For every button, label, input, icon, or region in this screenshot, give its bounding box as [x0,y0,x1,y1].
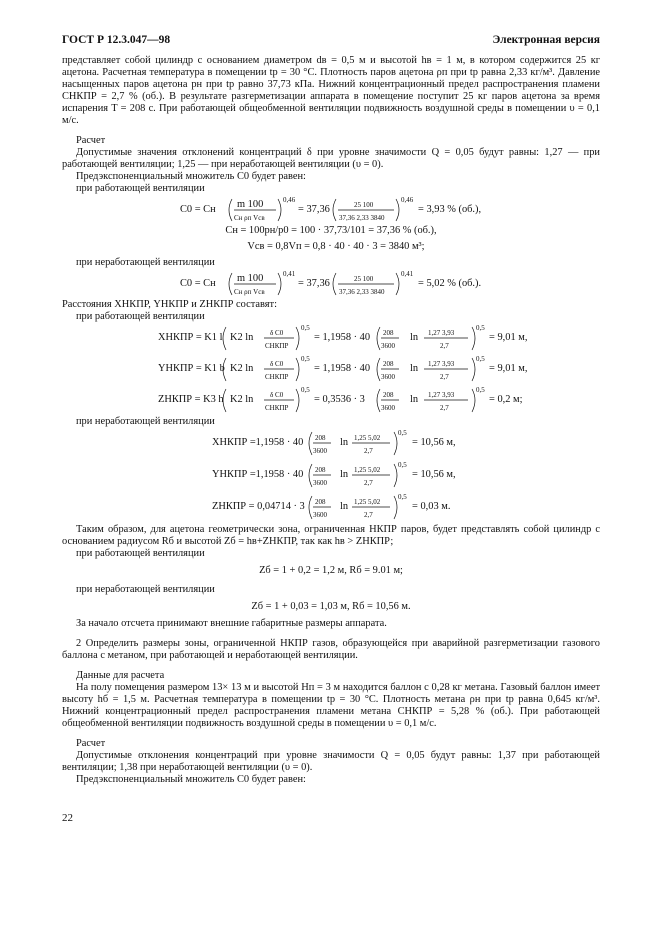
gz-exp: 0,5 [398,493,407,501]
f4-exp2: 0,41 [401,270,414,278]
formula-x-nonworking [62,428,600,460]
paragraph-distances: Расстояния XНКПР, YНКПР и ZНКПР составят: [62,299,277,310]
fz-num: δ C0 [270,391,284,399]
heading-raschet: Расчет [76,135,106,146]
label-working-vent-3: при работающей вентиляции [76,548,205,559]
f1-exp: 0,46 [283,196,296,204]
gx-fd: 3600 [313,447,327,455]
label-nonworking-vent: при неработающей вентиляции [76,257,215,268]
gy-ln: ln [340,469,349,480]
f4-num: m 100 [237,273,264,284]
gx-exp: 0,5 [398,429,407,437]
label-working-vent: при работающей вентиляции [76,183,205,194]
gz-fd: 3600 [313,511,327,519]
gy-exp: 0,5 [398,461,407,469]
gy-fd: 3600 [313,479,327,487]
f1-exp2: 0,46 [401,196,414,204]
paragraph-deviations-2: Допустимые отклонения концентраций при уровне значимости Q = 0,05 будут равны: 1,37 при работающей вентиляции; 1,38 при неработающей вентиляции (υ = 0). [62,750,600,773]
f1-den: Cн ρп Vсв [234,214,265,222]
heading-raschet-2: Расчет [76,738,106,749]
fx-exp2: 0,5 [476,324,485,332]
paragraph-origin: За начало отсчета принимают внешние габаритные размеры аппарата. [76,618,387,629]
fx-num2: 1,27 3,93 [428,329,455,337]
header-version: Электронная версия [492,34,600,46]
fz-num2: 1,27 3,93 [428,391,455,399]
f4-lhs: C0 = Cн [180,278,216,289]
gz-lhs: ZНКПР = 0,04714 · 3 [212,501,305,512]
fy-exp2: 0,5 [476,355,485,363]
f4-num2: 25 100 [354,275,374,283]
formula-vsv: Vсв = 0,8Vп = 0,8 · 40 · 40 · 3 = 3840 м³; [247,241,425,252]
paragraph-task-2: 2 Определить размеры зоны, ограниченной НКПР газов, образующейся при аварийной разгерметизации газового баллона с метаном, при работающей и неработающей вентиляции. [62,638,600,661]
fy-fd: 3600 [381,373,395,381]
fy-exp: 0,5 [301,355,310,363]
fx-fn: 208 [383,329,394,337]
formula-zb-working: Zб = 1 + 0,2 = 1,2 м, Rб = 9.01 м; [259,565,403,576]
gy-res: = 10,56 м, [412,469,456,480]
gz-den2: 2,7 [364,511,373,519]
formula-z-nonworking [62,492,600,524]
fz-k: K2 ln [230,394,254,405]
gy-den2: 2,7 [364,479,373,487]
page-number: 22 [62,812,73,824]
gz-fn: 208 [315,498,326,506]
gx-res: = 10,56 м, [412,437,456,448]
gy-fn: 208 [315,466,326,474]
paragraph-methane-data: На полу помещения размером 13× 13 м и высотой Hп = 3 м находится баллон с 0,28 кг метана. Газовый баллон имеет высоту hб = 1,5 м. Расчетная температура в помещении tр = 30 °С. Плотность метана ρн при tр равна 0,645 кг/м³. Нижний концентрационный предел распространения пламени метана CНКПР = 5,28 % (об.). При работающей общеобменной вентиляции подвижность воздушной среды в помещении υ = 0,1 м/с. [62,682,600,729]
f4-den: Cн ρп Vсв [234,288,265,296]
fy-ln: ln [410,363,419,374]
paragraph-prefactor-2: Предэкспоненциальный множитель C0 будет равен: [76,774,306,785]
fy-den2: 2,7 [440,373,449,381]
fx-mid: = 1,1958 · 40 [314,332,371,343]
fz-lhs: ZНКПР = K3 h [158,394,224,405]
paragraph-intro: представляет собой цилиндр с основанием диаметром dв = 0,5 м и высотой hв = 1 м, в котором содержится 25 кг ацетона. Расчетная температура в помещении tр = 30 °С. Плотность паров ацетона ρп при tр равна 2,33 кг/м³. Давление насыщенных паров ацетона pн при tр равно 37,73 кПа. Нижний концентрационный предел распространения пламени CНКПР = 2,7 % (об.). В результате разгерметизации аппарата в помещение поступит 25 кг паров ацетона за время испарения T = 208 с. При работающей общеобменной вентиляции подвижность воздушной среды в помещении υ = 0,1 м/с. [62,55,600,126]
fx-den: CНКПР [265,342,289,350]
label-working-vent-2: при работающей вентиляции [76,311,205,322]
f4-den2: 37,36 2,33 3840 [339,288,385,296]
fz-den: CНКПР [265,404,289,412]
gy-lhs: YНКПР =1,1958 · 40 [212,469,304,480]
header-standard: ГОСТ Р 12.3.047—98 [62,34,171,46]
f4-exp: 0,41 [283,270,296,278]
gx-ln: ln [340,437,349,448]
label-nonworking-vent-2: при неработающей вентиляции [76,416,215,427]
formula-cn: Cн = 100pн/p0 = 100 · 37,73/101 = 37,36 % (об.), [225,225,437,236]
gz-res: = 0,03 м. [412,501,451,512]
fy-num: δ C0 [270,360,284,368]
fy-k: K2 ln [230,363,254,374]
formula-y-nonworking [62,460,600,492]
fz-exp2: 0,5 [476,386,485,394]
gx-num2: 1,25 5,02 [354,434,381,442]
formula-y-working [62,354,600,385]
fz-fn: 208 [383,391,394,399]
formula-c0-working [62,195,600,225]
heading-data: Данные для расчета [76,670,165,681]
fy-fn: 208 [383,360,394,368]
f1-num2: 25 100 [354,201,374,209]
fz-exp: 0,5 [301,386,310,394]
formula-x-working [62,323,600,354]
paragraph-zone-shape: Таким образом, для ацетона геометрически зона, ограниченная НКПР паров, будет представлять собой цилиндр с основанием радиусом Rб и высотой Zб = hв+ZНКПР, так как hв > ZНКПР; [62,524,600,547]
f1-mid: = 37,36 [298,204,330,215]
fx-ln: ln [410,332,419,343]
fy-mid: = 1,1958 · 40 [314,363,371,374]
paragraph-prefactor: Предэкспоненциальный множитель C0 будет равен: [76,171,306,182]
f1-num: m 100 [237,199,264,210]
fx-k: K2 ln [230,332,254,343]
gx-lhs: XНКПР =1,1958 · 40 [212,437,304,448]
paragraph-deviations: Допустимые значения отклонений концентраций δ при уровне значимости Q = 0,05 будут равны: 1,27 — при работающей вентиляции; 1,25 — при неработающей вентиляции (υ = 0). [62,147,600,170]
f4-res: = 5,02 % (об.). [418,278,482,289]
f1-res: = 3,93 % (об.), [418,204,482,215]
fy-lhs: YНКПР = K1 b [158,363,225,374]
page-header [62,34,600,46]
gz-num2: 1,25 5,02 [354,498,381,506]
formula-z-working [62,385,600,416]
document-page [62,34,600,786]
f1-den2: 37,36 2,33 3840 [339,214,385,222]
fz-mid: = 0,3536 · 3 [314,394,365,405]
fy-den: CНКПР [265,373,289,381]
fy-res: = 9,01 м, [489,363,528,374]
fy-num2: 1,27 3,93 [428,360,455,368]
gz-ln: ln [340,501,349,512]
gx-fn: 208 [315,434,326,442]
fx-num: δ C0 [270,329,284,337]
gx-den2: 2,7 [364,447,373,455]
fx-fd: 3600 [381,342,395,350]
fx-res: = 9,01 м, [489,332,528,343]
f4-mid: = 37,36 [298,278,330,289]
fz-ln: ln [410,394,419,405]
gy-num2: 1,25 5,02 [354,466,381,474]
label-nonworking-vent-3: при неработающей вентиляции [76,584,215,595]
fx-lhs: XНКПР = K1 l [158,332,223,343]
formula-c0-nonworking [62,269,600,299]
fx-exp: 0,5 [301,324,310,332]
f1-lhs: C0 = Cн [180,204,216,215]
fz-res: = 0,2 м; [489,394,523,405]
fx-den2: 2,7 [440,342,449,350]
formula-zb-nonworking: Zб = 1 + 0,03 = 1,03 м, Rб = 10,56 м. [251,601,411,612]
fz-fd: 3600 [381,404,395,412]
fz-den2: 2,7 [440,404,449,412]
